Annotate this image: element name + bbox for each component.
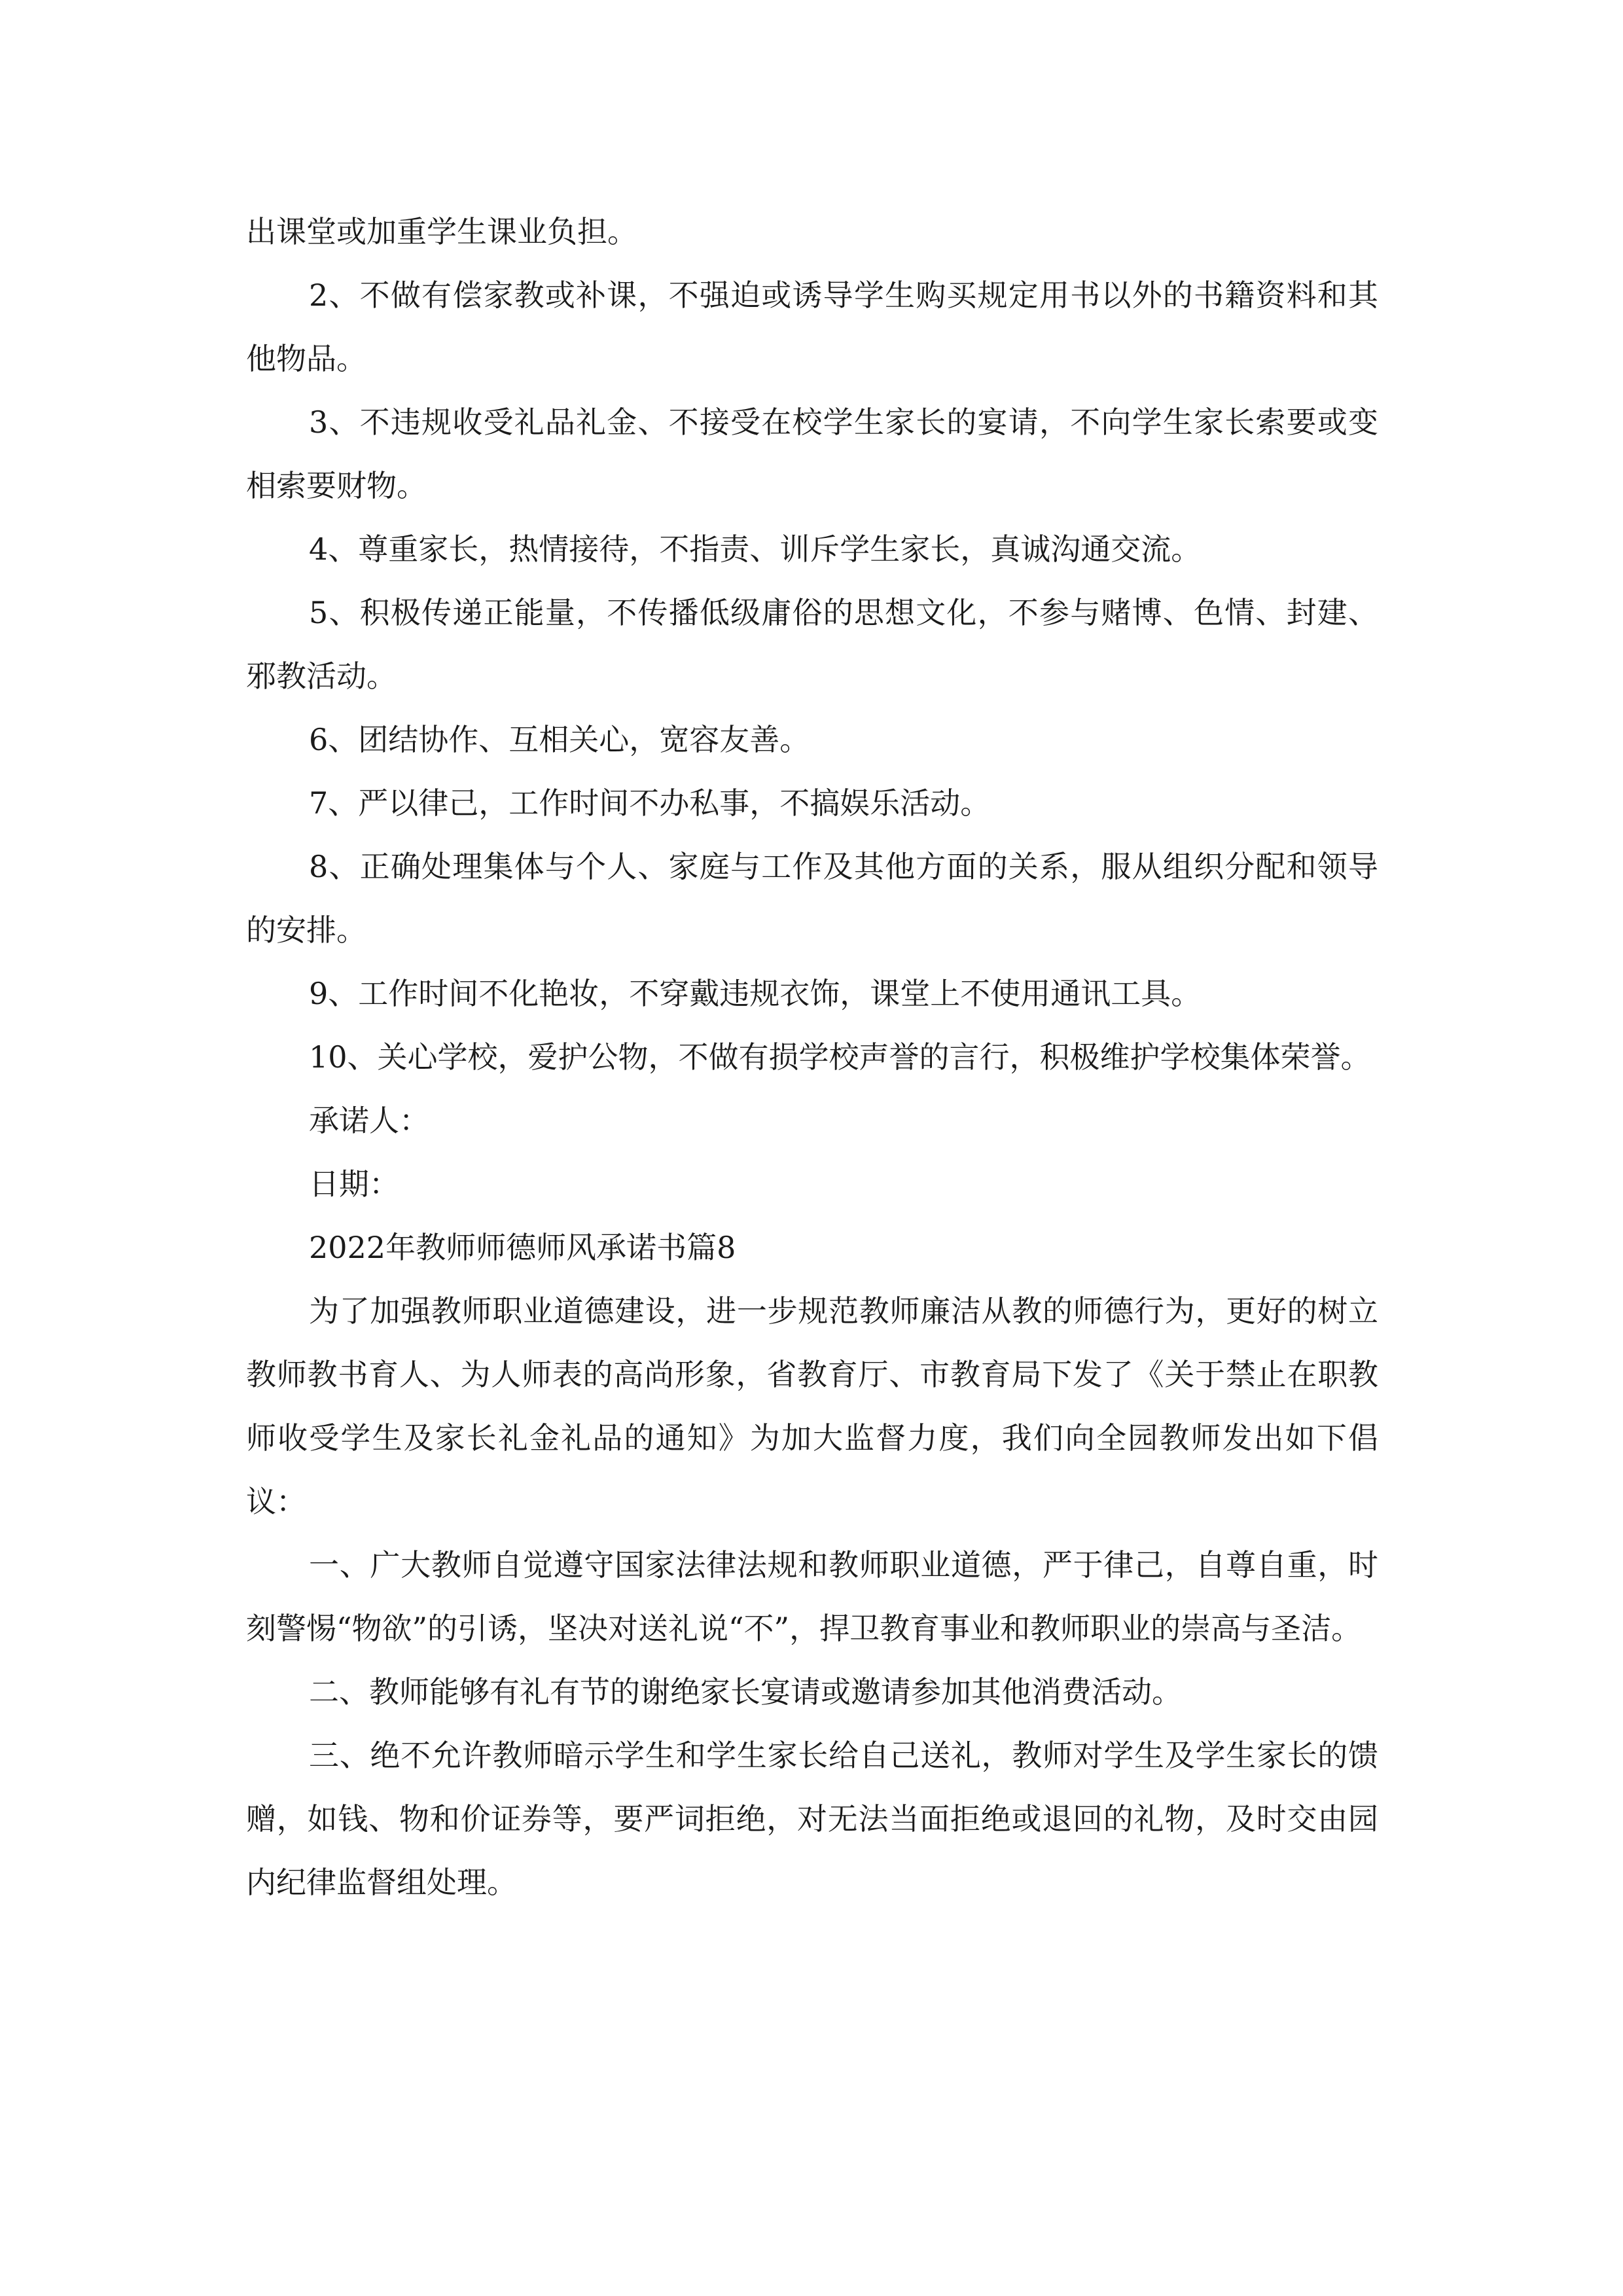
- paragraph-proposal-3: 三、绝不允许教师暗示学生和学生家长给自己送礼，教师对学生及学生家长的馈赠，如钱、物和价证券等，要严词拒绝，对无法当面拒绝或退回的礼物，及时交由园内纪律监督组处理。: [246, 1738, 1378, 1900]
- paragraph-continuation: 出课堂或加重学生课业负担。: [246, 214, 637, 249]
- section-heading: 2022年教师师德师风承诺书篇8: [309, 1230, 736, 1265]
- paragraph-proposal-1: 一、广大教师自觉遵守国家法律法规和教师职业道德，严于律己，自尊自重，时刻警惕“物欲”的引诱，坚决对送礼说“不”，捍卫教育事业和教师职业的崇高与圣洁。: [246, 1547, 1378, 1646]
- signature-line: 承诺人：: [309, 1103, 429, 1138]
- paragraph-item-6: 6、团结协作、互相关心，宽容友善。: [309, 722, 810, 757]
- paragraph-proposal-2: 二、教师能够有礼有节的谢绝家长宴请或邀请参加其他消费活动。: [309, 1674, 1182, 1710]
- paragraph-item-8: 8、正确处理集体与个人、家庭与工作及其他方面的关系，服从组织分配和领导的安排。: [246, 849, 1378, 948]
- paragraph-item-4: 4、尊重家长，热情接待，不指责、训斥学生家长，真诚沟通交流。: [309, 531, 1202, 567]
- paragraph-item-2: 2、不做有偿家教或补课，不强迫或诱导学生购买规定用书以外的书籍资料和其他物品。: [246, 278, 1378, 376]
- paragraph-intro: 为了加强教师职业道德建设，进一步规范教师廉洁从教的师德行为，更好的树立教师教书育人、为人师表的高尚形象，省教育厅、市教育局下发了《关于禁止在职教师收受学生及家长礼金礼品的通知》为加大监督力度，我们向全园教师发出如下倡议：: [246, 1293, 1378, 1519]
- paragraph-item-3: 3、不违规收受礼品礼金、不接受在校学生家长的宴请，不向学生家长索要或变相索要财物。: [246, 404, 1378, 503]
- date-line: 日期：: [309, 1166, 399, 1202]
- paragraph-item-7: 7、严以律己，工作时间不办私事，不搞娱乐活动。: [309, 785, 991, 821]
- paragraph-item-5: 5、积极传递正能量，不传播低级庸俗的思想文化，不参与赌博、色情、封建、邪教活动。: [246, 595, 1378, 694]
- document-body: [246, 200, 1378, 1914]
- paragraph-item-9: 9、工作时间不化艳妆，不穿戴违规衣饰，课堂上不使用通讯工具。: [309, 976, 1202, 1011]
- paragraph-item-10: 10、关心学校，爱护公物，不做有损学校声誉的言行，积极维护学校集体荣誉。: [309, 1039, 1371, 1075]
